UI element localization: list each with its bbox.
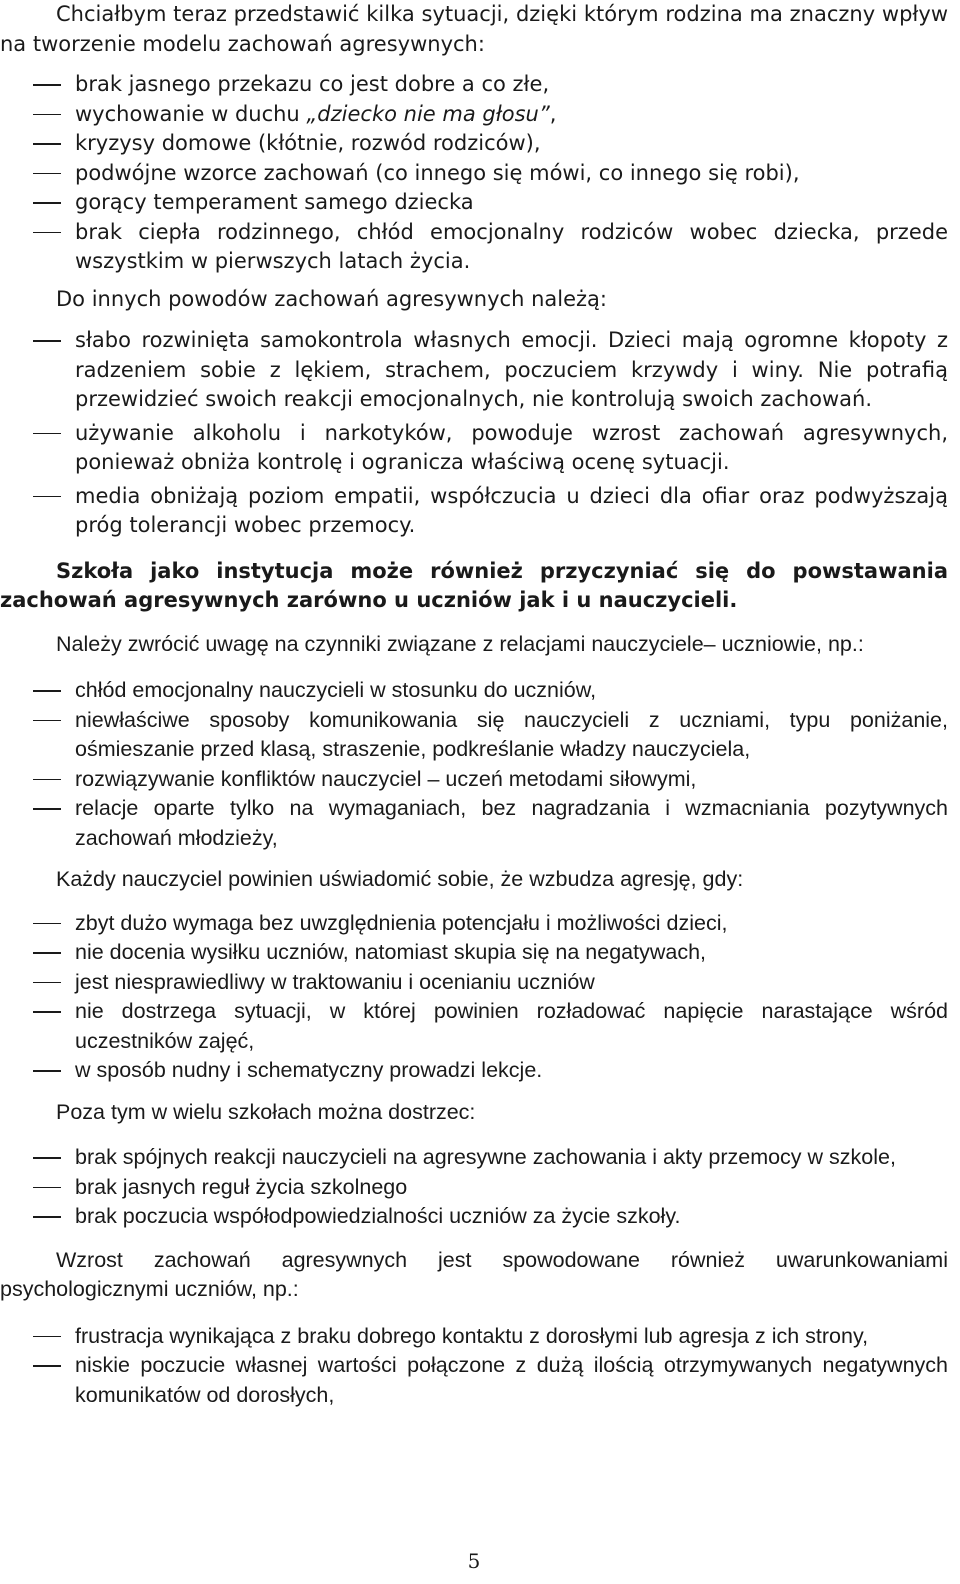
paragraph-other-reasons-intro: Do innych powodów zachowań agresywnych należą: xyxy=(56,286,607,311)
list-teacher-aggression-causes xyxy=(0,909,948,1086)
dash-bullet xyxy=(33,232,61,234)
paragraph-schools-intro: Poza tym w wielu szkołach można dostrzec: xyxy=(56,1099,476,1124)
list-item: media obniżają poziom empatii, współczucia u dzieci dla ofiar oraz podwyższają próg tolerancji wobec przemocy. xyxy=(0,482,948,541)
paragraph-family-intro: Chciałbym teraz przedstawić kilka sytuacji, dzięki którym rodzina ma znaczny wpływ na tworzenie modelu zachowań agresywnych: xyxy=(0,2,948,56)
dash-bullet xyxy=(33,202,61,204)
list-item: jest niesprawiedliwy w traktowaniu i ocenianiu uczniów xyxy=(0,968,948,998)
dash-bullet xyxy=(33,808,61,810)
list-item: zbyt dużo wymaga bez uwzględnienia potencjału i możliwości dzieci, xyxy=(0,909,948,939)
dash-bullet xyxy=(33,1336,61,1338)
dash-bullet xyxy=(33,433,61,435)
dash-bullet xyxy=(33,720,61,722)
list-item: podwójne wzorce zachowań (co innego się mówi, co innego się robi), xyxy=(0,159,948,189)
italic-quote: „dziecko nie ma głosu” xyxy=(306,101,550,126)
paragraph-teacher-awareness-intro: Każdy nauczyciel powinien uświadomić sobie, że wzbudza agresję, gdy: xyxy=(56,867,744,891)
list-teacher-student-factors xyxy=(0,676,948,853)
list-item: nie dostrzega sytuacji, w której powinien rozładować napięcie narastające wśród uczestników zajęć, xyxy=(0,997,948,1056)
list-item: gorący temperament samego dziecka xyxy=(0,188,948,218)
list-item: brak poczucia współodpowiedzialności uczniów za życie szkoły. xyxy=(0,1202,948,1232)
list-family-situations xyxy=(0,70,948,277)
dash-bullet xyxy=(33,173,61,175)
list-school-problems xyxy=(0,1143,948,1232)
list-item: używanie alkoholu i narkotyków, powoduje wzrost zachowań agresywnych, ponieważ obniża kontrolę i ogranicza właściwą ocenę sytuacji. xyxy=(0,419,948,478)
dash-bullet xyxy=(33,1070,61,1072)
dash-bullet xyxy=(33,1157,61,1159)
dash-bullet xyxy=(33,1365,61,1367)
paragraph-psychological-intro: Wzrost zachowań agresywnych jest spowodowane również uwarunkowaniami psychologicznymi uczniów, np.: xyxy=(0,1247,948,1301)
list-item: relacje oparte tylko na wymaganiach, bez nagradzania i wzmacniania pozytywnych zachowań młodzieży, xyxy=(0,794,948,853)
list-item: frustracja wynikająca z braku dobrego kontaktu z dorosłymi lub agresja z ich strony, xyxy=(0,1322,948,1352)
dash-bullet xyxy=(33,952,61,954)
dash-bullet xyxy=(33,779,61,781)
list-item: brak ciepła rodzinnego, chłód emocjonalny rodziców wobec dziecka, przede wszystkim w pierwszych latach życia. xyxy=(0,218,948,277)
dash-bullet xyxy=(33,1187,61,1189)
dash-bullet xyxy=(33,496,61,498)
dash-bullet xyxy=(33,923,61,925)
dash-bullet xyxy=(33,690,61,692)
list-item: niskie poczucie własnej wartości połączone z dużą ilością otrzymywanych negatywnych komunikatów od dorosłych, xyxy=(0,1351,948,1410)
list-item: rozwiązywanie konfliktów nauczyciel – uczeń metodami siłowymi, xyxy=(0,765,948,795)
list-item: niewłaściwe sposoby komunikowania się nauczycieli z uczniami, typu poniżanie, ośmieszanie przed klasą, straszenie, podkreślanie władzy nauczyciela, xyxy=(0,706,948,765)
list-item: nie docenia wysiłku uczniów, natomiast skupia się na negatywach, xyxy=(0,938,948,968)
list-item: słabo rozwinięta samokontrola własnych emocji. Dzieci mają ogromne kłopoty z radzeniem sobie z lękiem, strachem, poczuciem krzywdy i winy. Nie potrafią przewidzieć swoich reakcji emocjonalnych, nie kontrolują swoich zachowań. xyxy=(0,326,948,415)
list-psychological-factors xyxy=(0,1322,948,1411)
dash-bullet xyxy=(33,1216,61,1218)
list-item: kryzysy domowe (kłótnie, rozwód rodziców), xyxy=(0,129,948,159)
list-item: wychowanie w duchu „dziecko nie ma głosu”, xyxy=(0,100,948,130)
dash-bullet xyxy=(33,84,61,86)
dash-bullet xyxy=(33,143,61,145)
list-item: brak spójnych reakcji nauczycieli na agresywne zachowania i akty przemocy w szkole, xyxy=(0,1143,948,1173)
list-item: brak jasnych reguł życia szkolnego xyxy=(0,1173,948,1203)
dash-bullet xyxy=(33,982,61,984)
list-other-reasons xyxy=(0,326,948,541)
section-heading-school: Szkoła jako instytucja może również przyczyniać się do powstawania zachowań agresywnych zarówno u uczniów jak i u nauczycieli. xyxy=(0,558,948,612)
dash-bullet xyxy=(33,1011,61,1013)
dash-bullet xyxy=(33,340,61,342)
list-item: w sposób nudny i schematyczny prowadzi lekcje. xyxy=(0,1056,948,1086)
list-item: brak jasnego przekazu co jest dobre a co złe, xyxy=(0,70,948,100)
list-item: chłód emocjonalny nauczycieli w stosunku do uczniów, xyxy=(0,676,948,706)
dash-bullet xyxy=(33,114,61,116)
page-number: 5 xyxy=(467,1549,481,1573)
paragraph-teacher-student-intro: Należy zwrócić uwagę na czynniki związane z relacjami nauczyciele– uczniowie, np.: xyxy=(56,631,864,656)
